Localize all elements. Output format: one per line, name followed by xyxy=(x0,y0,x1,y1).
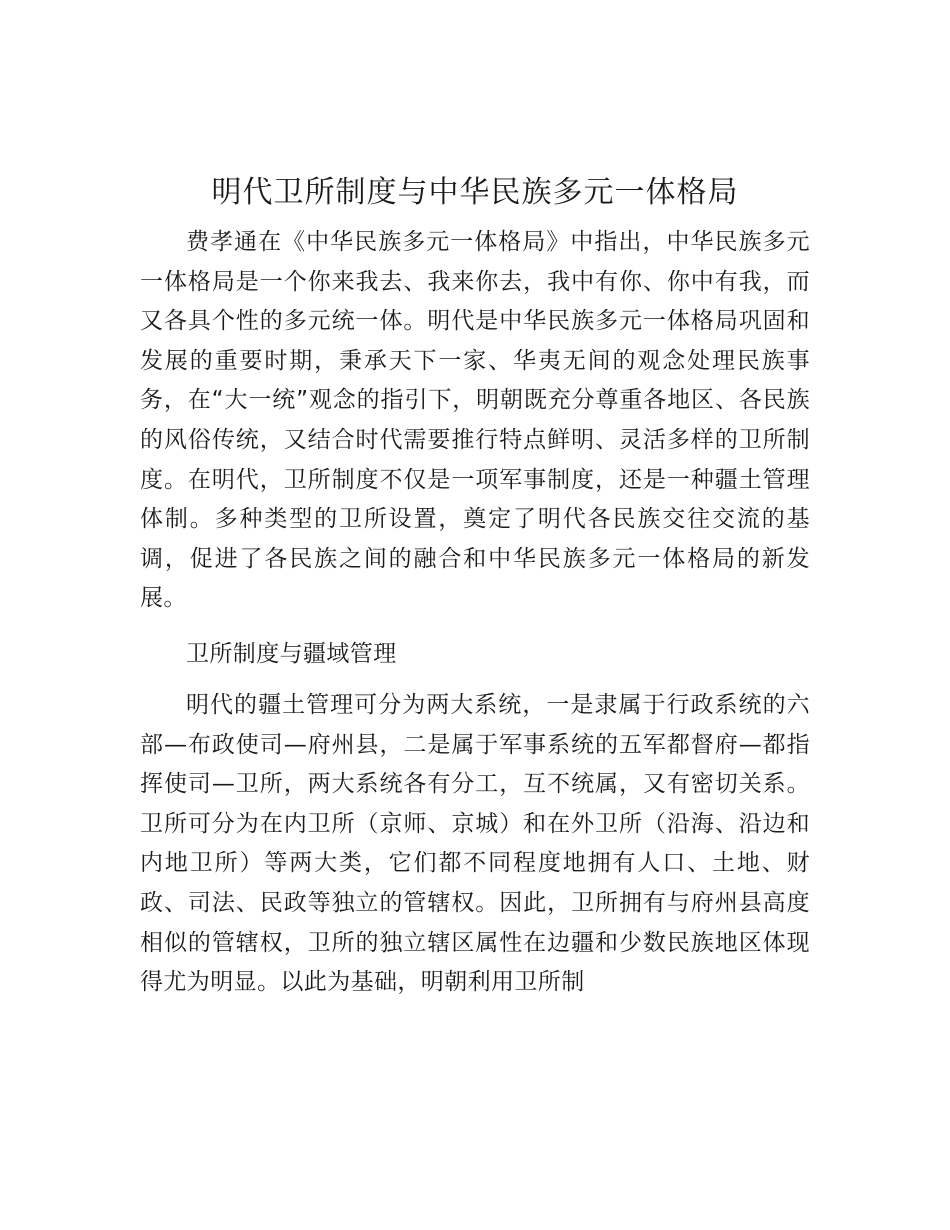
section-heading: 卫所制度与疆域管理 xyxy=(186,640,397,667)
document-title: 明代卫所制度与中华民族多元一体格局 xyxy=(211,175,739,210)
intro-paragraph: 费孝通在《中华民族多元一体格局》中指出，中华民族多元一体格局是一个你来我去、我来你去，我中有你、你中有我，而又各具个性的多元统一体。明代是中华民族多元一体格局巩固和发展的重要时期，秉承天下一家、华夷无间的观念处理民族事务，在“大一统”观念的指引下，明朝既充分尊重各地区、各民族的风俗传统，又结合时代需要推行特点鲜明、灵活多样的卫所制度。在明代，卫所制度不仅是一项军事制度，还是一种疆土管理体制。多种类型的卫所设置，奠定了明代各民族交往交流的基调，促进了各民族之间的融合和中华民族多元一体格局的新发展。 xyxy=(140,229,810,612)
body-paragraph: 明代的疆土管理可分为两大系统，一是隶属于行政系统的六部—布政使司—府州县，二是属于军事系统的五军都督府—都指挥使司—卫所，两大系统各有分工，互不统属，又有密切关系。卫所可分为在内卫所（京师、京城）和在外卫所（沿海、沿边和内地卫所）等两大类，它们都不同程度地拥有人口、土地、财政、司法、民政等独立的管辖权。因此，卫所拥有与府州县高度相似的管辖权，卫所的独立辖区属性在边疆和少数民族地区体现得尤为明显。以此为基础，明朝利用卫所制 xyxy=(140,691,810,996)
